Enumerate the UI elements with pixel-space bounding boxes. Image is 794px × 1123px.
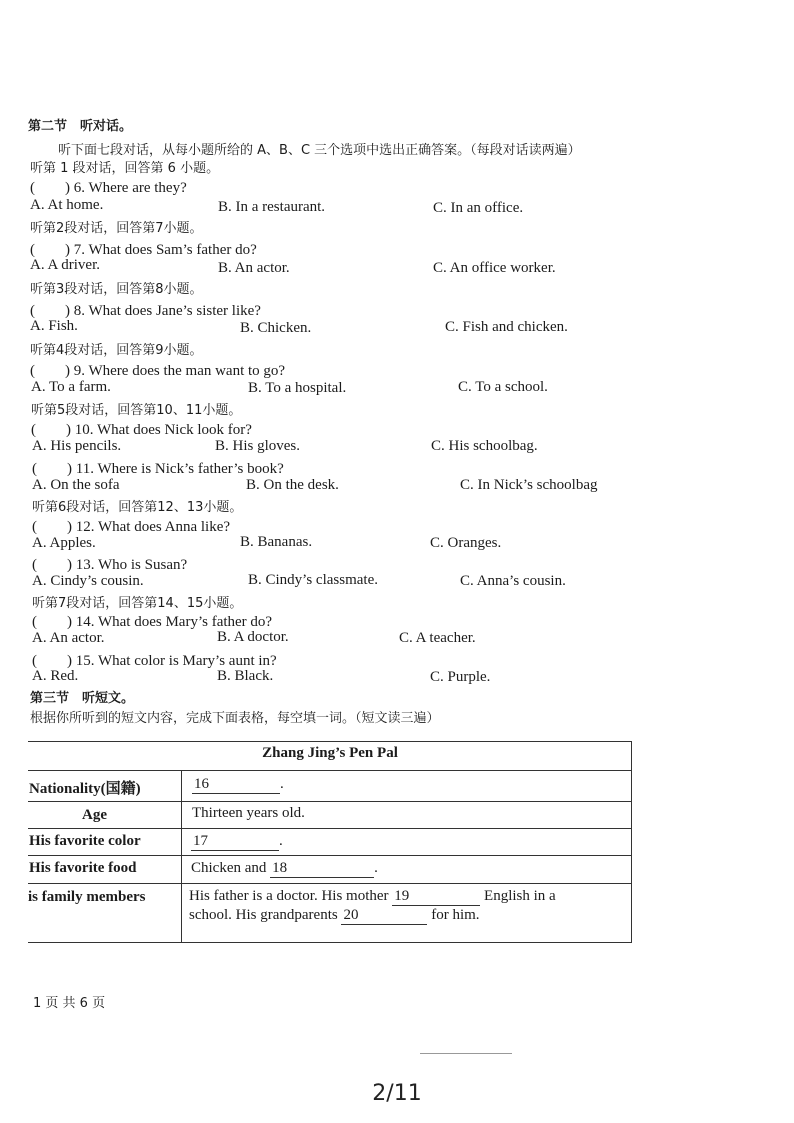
- option-a: A. On the sofa: [32, 477, 120, 493]
- option-c: C. Purple.: [430, 669, 491, 685]
- dialog-intro: 听第7段对话，回答第14、15小题。: [32, 596, 243, 611]
- question-10: ( ) 10. What does Nick look for?: [31, 422, 252, 438]
- page-footer: 1 页 共 6 页: [33, 996, 106, 1011]
- section3-heading: 第三节 听短文。: [30, 691, 135, 706]
- answer-bracket[interactable]: ( ): [32, 519, 72, 535]
- question-12: ( ) 12. What does Anna like?: [32, 519, 231, 535]
- option-c: C. A teacher.: [399, 630, 476, 646]
- option-b: B. Chicken.: [240, 320, 312, 336]
- dialog-intro: 听第3段对话，回答第8小题。: [30, 282, 203, 297]
- blank-16[interactable]: 16: [192, 776, 280, 794]
- section2-heading: 第二节 听对话。: [28, 119, 133, 134]
- section2-instruction: 听下面七段对话，从每小题所给的 A、B、C 三个选项中选出正确答案。（每段对话读两遍）: [58, 143, 581, 158]
- question-9: ( ) 9. Where does the man want to go?: [30, 363, 286, 379]
- answer-bracket[interactable]: ( ): [31, 422, 71, 438]
- option-a: A. Cindy’s cousin.: [32, 573, 144, 589]
- option-b: B. A doctor.: [217, 629, 289, 645]
- option-a: A. To a farm.: [31, 379, 111, 395]
- option-c: C. An office worker.: [433, 260, 556, 276]
- option-c: C. In Nick’s schoolbag: [460, 477, 598, 493]
- option-b: B. An actor.: [218, 260, 290, 276]
- option-b: B. His gloves.: [215, 438, 301, 454]
- option-b: B. In a restaurant.: [218, 199, 326, 215]
- answer-bracket[interactable]: ( ): [30, 242, 70, 258]
- answer-bracket[interactable]: ( ): [32, 653, 72, 669]
- table-title: Zhang Jing’s Pen Pal: [262, 745, 398, 761]
- color-answer: 17 .: [193, 833, 283, 849]
- section3-instruction: 根据你所听到的短文内容，完成下面表格，每空填一词。（短文读三遍）: [30, 711, 440, 726]
- answer-bracket[interactable]: ( ): [32, 557, 72, 573]
- food-answer: Chicken and 18 .: [191, 860, 378, 876]
- option-a: A. Fish.: [30, 318, 78, 334]
- option-c: C. His schoolbag.: [431, 438, 538, 454]
- age-label: Age: [82, 807, 107, 823]
- answer-bracket[interactable]: ( ): [30, 363, 70, 379]
- option-a: A. His pencils.: [32, 438, 122, 454]
- option-a: A. Apples.: [32, 535, 96, 551]
- question-13: ( ) 13. Who is Susan?: [32, 557, 188, 573]
- option-b: B. Black.: [217, 668, 274, 684]
- answer-bracket[interactable]: ( ): [30, 180, 70, 196]
- answer-bracket[interactable]: ( ): [32, 461, 72, 477]
- page-indicator: 2/11: [372, 1081, 422, 1106]
- answer-bracket[interactable]: ( ): [32, 614, 72, 630]
- option-c: C. Fish and chicken.: [445, 319, 568, 335]
- option-a: A. At home.: [30, 197, 104, 213]
- family-label: is family members: [28, 889, 146, 905]
- answer-bracket[interactable]: ( ): [30, 303, 70, 319]
- blank-17[interactable]: 17: [191, 833, 279, 851]
- pen-pal-table: [28, 741, 632, 943]
- option-b: B. To a hospital.: [248, 380, 347, 396]
- option-c: C. Oranges.: [430, 535, 502, 551]
- dialog-intro: 听第6段对话，回答第12、13小题。: [32, 500, 243, 515]
- question-15: ( ) 15. What color is Mary’s aunt in?: [32, 653, 277, 669]
- blank-20[interactable]: 20: [341, 907, 427, 925]
- option-b: B. On the desk.: [246, 477, 339, 493]
- option-b: B. Cindy’s classmate.: [248, 572, 378, 588]
- age-value: Thirteen years old.: [192, 805, 305, 821]
- nationality-answer: 16 .: [194, 776, 284, 792]
- option-a: A. An actor.: [32, 630, 105, 646]
- question-6: ( ) 6. Where are they?: [30, 180, 187, 196]
- option-b: B. Bananas.: [240, 534, 313, 550]
- family-line-2: school. His grandparents 20 for him.: [189, 907, 480, 923]
- blank-18[interactable]: 18: [270, 860, 374, 878]
- option-c: C. Anna’s cousin.: [460, 573, 566, 589]
- divider: [420, 1053, 512, 1054]
- option-a: A. A driver.: [30, 257, 100, 273]
- dialog-intro: 听第5段对话，回答第10、11小题。: [31, 403, 242, 418]
- family-line-1: His father is a doctor. His mother 19 English in a: [189, 888, 556, 904]
- dialog-intro: 听第 1 段对话，回答第 6 小题。: [30, 161, 220, 176]
- color-label: His favorite color: [29, 833, 141, 849]
- option-a: A. Red.: [32, 668, 79, 684]
- option-c: C. In an office.: [433, 200, 524, 216]
- dialog-intro: 听第2段对话，回答第7小题。: [30, 221, 203, 236]
- question-8: ( ) 8. What does Jane’s sister like?: [30, 303, 261, 319]
- option-c: C. To a school.: [458, 379, 548, 395]
- question-11: ( ) 11. Where is Nick’s father’s book?: [32, 461, 284, 477]
- food-label: His favorite food: [29, 860, 137, 876]
- nationality-label: Nationality(国籍): [29, 781, 141, 797]
- question-7: ( ) 7. What does Sam’s father do?: [30, 242, 257, 258]
- blank-19[interactable]: 19: [392, 888, 480, 906]
- question-14: ( ) 14. What does Mary’s father do?: [32, 614, 273, 630]
- dialog-intro: 听第4段对话，回答第9小题。: [30, 343, 203, 358]
